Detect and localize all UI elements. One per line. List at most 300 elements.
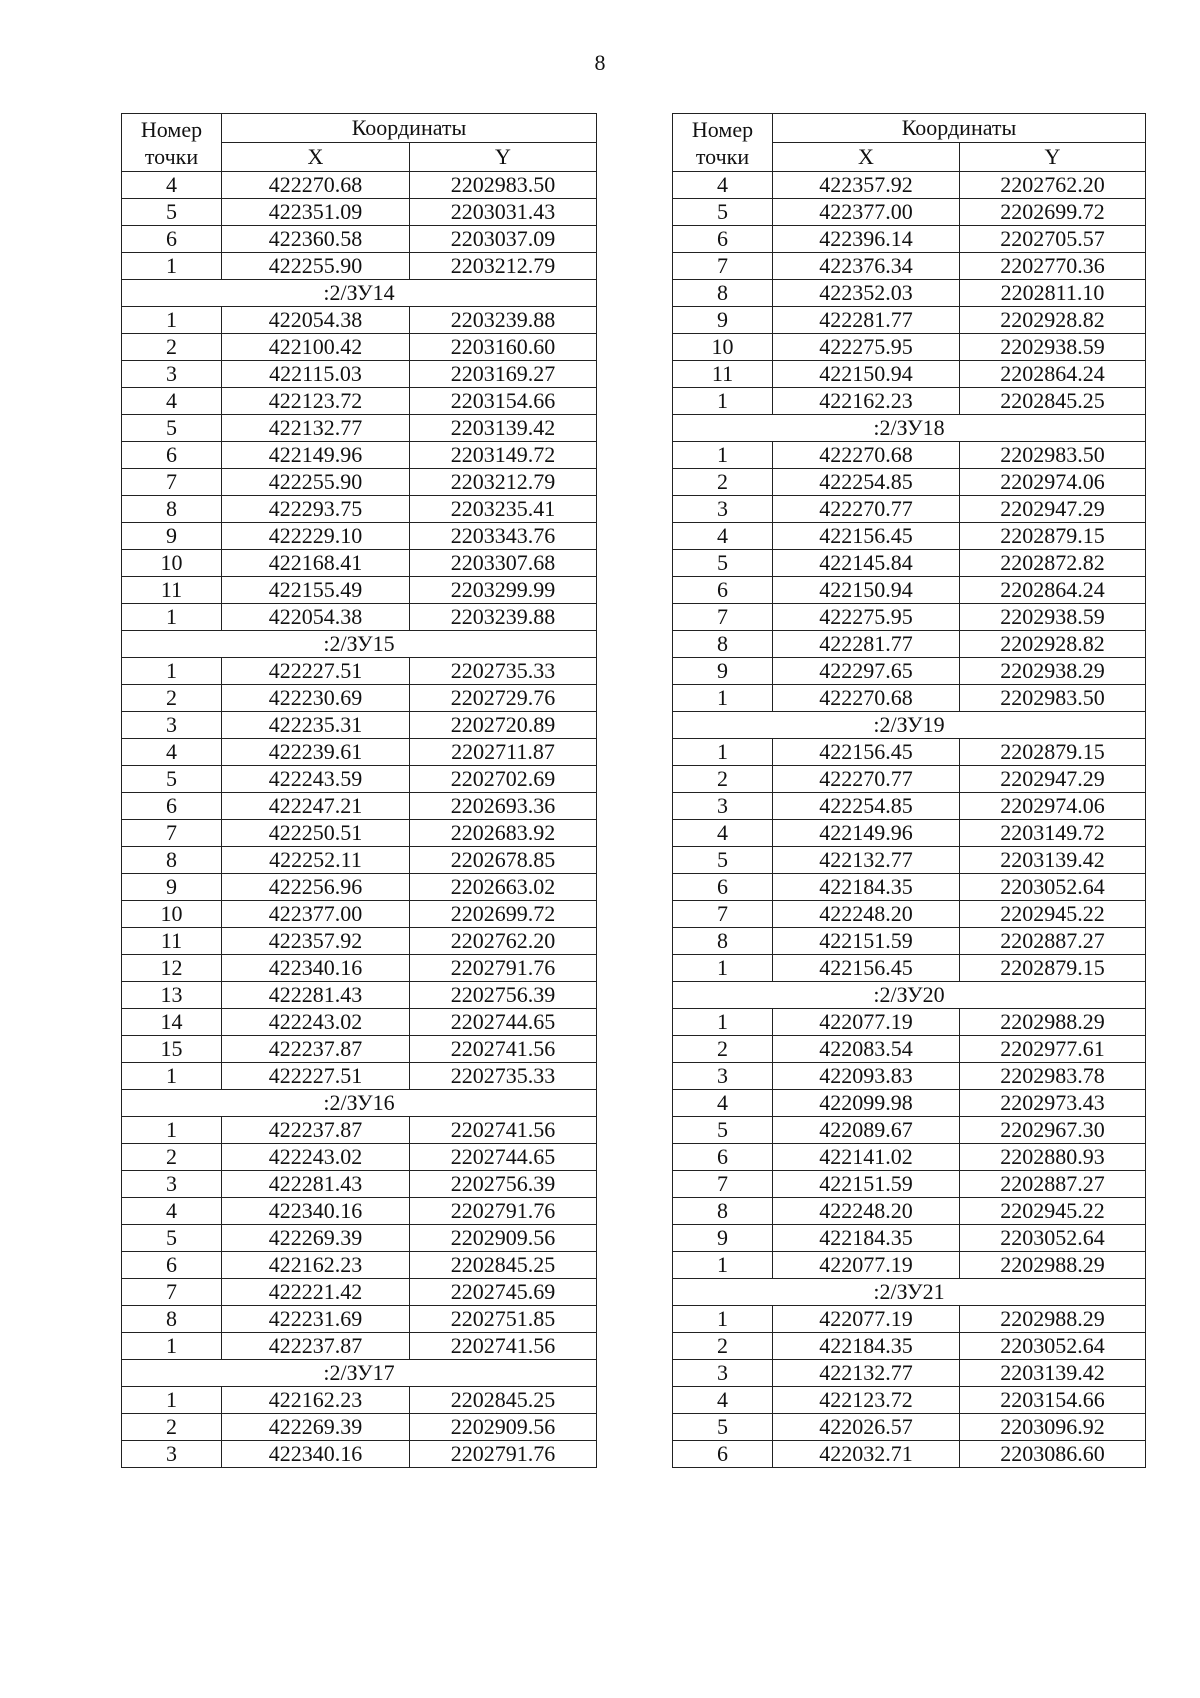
x-coordinate-cell: 422270.68 [773, 442, 960, 469]
point-number-cell: 2 [122, 1414, 222, 1441]
y-coordinate-cell: 2202791.76 [410, 955, 597, 982]
x-coordinate-cell: 422255.90 [222, 469, 410, 496]
table-row [122, 1063, 597, 1090]
table-row [673, 874, 1146, 901]
x-coordinate-cell: 422077.19 [773, 1009, 960, 1036]
y-coordinate-cell: 2202983.50 [960, 685, 1146, 712]
point-number-cell: 1 [122, 658, 222, 685]
table-row [122, 928, 597, 955]
x-coordinate-cell: 422162.23 [222, 1252, 410, 1279]
point-number-cell: 7 [673, 1171, 773, 1198]
table-row [122, 1036, 597, 1063]
y-coordinate-cell: 2202887.27 [960, 928, 1146, 955]
x-coordinate-cell: 422083.54 [773, 1036, 960, 1063]
y-coordinate-cell: 2202879.15 [960, 739, 1146, 766]
point-number-cell: 7 [122, 820, 222, 847]
x-coordinate-cell: 422235.31 [222, 712, 410, 739]
point-number-cell: 7 [673, 253, 773, 280]
table-row [673, 847, 1146, 874]
point-number-cell: 5 [122, 1225, 222, 1252]
table-row [122, 577, 597, 604]
point-number-cell: 4 [673, 1387, 773, 1414]
point-number-cell: 2 [673, 469, 773, 496]
y-coordinate-cell: 2203139.42 [410, 415, 597, 442]
y-coordinate-cell: 2202928.82 [960, 307, 1146, 334]
x-coordinate-cell: 422281.43 [222, 982, 410, 1009]
table-row [673, 955, 1146, 982]
table-row [122, 172, 597, 199]
y-coordinate-cell: 2203154.66 [960, 1387, 1146, 1414]
x-coordinate-cell: 422396.14 [773, 226, 960, 253]
table-row [673, 334, 1146, 361]
point-number-cell: 1 [673, 1009, 773, 1036]
x-coordinate-cell: 422270.77 [773, 766, 960, 793]
y-coordinate-cell: 2202977.61 [960, 1036, 1146, 1063]
x-coordinate-cell: 422156.45 [773, 955, 960, 982]
y-coordinate-cell: 2202811.10 [960, 280, 1146, 307]
y-coordinate-cell: 2202791.76 [410, 1441, 597, 1468]
point-number-cell: 4 [122, 388, 222, 415]
table-row [122, 766, 597, 793]
point-number-cell: 5 [673, 1414, 773, 1441]
y-coordinate-cell: 2203139.42 [960, 1360, 1146, 1387]
table-row [122, 955, 597, 982]
point-number-cell: 1 [122, 1063, 222, 1090]
y-coordinate-cell: 2202702.69 [410, 766, 597, 793]
point-number-cell: 9 [122, 874, 222, 901]
table-row [673, 820, 1146, 847]
point-number-cell: 3 [122, 712, 222, 739]
point-number-cell: 10 [122, 550, 222, 577]
x-coordinate-cell: 422255.90 [222, 253, 410, 280]
y-coordinate-cell: 2202678.85 [410, 847, 597, 874]
x-coordinate-cell: 422123.72 [773, 1387, 960, 1414]
table-row [122, 550, 597, 577]
point-number-cell: 6 [673, 1144, 773, 1171]
y-coordinate-cell: 2202879.15 [960, 523, 1146, 550]
x-header: X [222, 143, 410, 172]
point-number-cell: 2 [122, 1144, 222, 1171]
x-coordinate-cell: 422340.16 [222, 955, 410, 982]
point-number-cell: 1 [673, 955, 773, 982]
section-row [673, 1279, 1146, 1306]
table-row [673, 1036, 1146, 1063]
x-coordinate-cell: 422275.95 [773, 604, 960, 631]
point-number-cell: 9 [122, 523, 222, 550]
table-row [673, 172, 1146, 199]
table-row [673, 550, 1146, 577]
point-number-cell: 11 [122, 577, 222, 604]
table-row [673, 253, 1146, 280]
table-row [122, 307, 597, 334]
table-row [122, 685, 597, 712]
y-coordinate-cell: 2202745.69 [410, 1279, 597, 1306]
point-number-cell: 6 [122, 442, 222, 469]
table-row [673, 604, 1146, 631]
parcel-label: :2/ЗУ17 [122, 1360, 597, 1387]
y-coordinate-cell: 2202720.89 [410, 712, 597, 739]
x-coordinate-cell: 422340.16 [222, 1441, 410, 1468]
table-row [673, 901, 1146, 928]
table-row [122, 874, 597, 901]
y-coordinate-cell: 2202928.82 [960, 631, 1146, 658]
table-row [673, 1225, 1146, 1252]
y-coordinate-cell: 2202699.72 [410, 901, 597, 928]
y-coordinate-cell: 2202756.39 [410, 1171, 597, 1198]
point-number-cell: 8 [122, 496, 222, 523]
x-coordinate-cell: 422155.49 [222, 577, 410, 604]
y-coordinate-cell: 2203343.76 [410, 523, 597, 550]
parcel-label: :2/ЗУ14 [122, 280, 597, 307]
table-row [122, 1252, 597, 1279]
point-number-cell: 2 [673, 1333, 773, 1360]
point-number-cell: 5 [122, 415, 222, 442]
table-row [673, 388, 1146, 415]
point-number-cell: 11 [673, 361, 773, 388]
table-row [673, 1441, 1146, 1468]
table-row [673, 1360, 1146, 1387]
y-coordinate-cell: 2202770.36 [960, 253, 1146, 280]
point-number-cell: 9 [673, 1225, 773, 1252]
y-coordinate-cell: 2202947.29 [960, 496, 1146, 523]
x-coordinate-cell: 422162.23 [222, 1387, 410, 1414]
y-coordinate-cell: 2203235.41 [410, 496, 597, 523]
x-coordinate-cell: 422132.77 [773, 1360, 960, 1387]
x-coordinate-cell: 422184.35 [773, 1225, 960, 1252]
table-row [122, 1144, 597, 1171]
y-coordinate-cell: 2202683.92 [410, 820, 597, 847]
point-number-cell: 2 [673, 1036, 773, 1063]
point-number-cell: 10 [673, 334, 773, 361]
x-coordinate-cell: 422237.87 [222, 1117, 410, 1144]
table-row [673, 1009, 1146, 1036]
y-coordinate-cell: 2202705.57 [960, 226, 1146, 253]
table-row [122, 658, 597, 685]
table-row [673, 1171, 1146, 1198]
point-number-cell: 8 [673, 280, 773, 307]
table-row [122, 415, 597, 442]
point-number-cell: 3 [122, 1171, 222, 1198]
y-coordinate-cell: 2202729.76 [410, 685, 597, 712]
section-row [673, 415, 1146, 442]
point-number-cell: 11 [122, 928, 222, 955]
coordinates-header: Координаты [773, 114, 1146, 143]
y-coordinate-cell: 2203169.27 [410, 361, 597, 388]
table-row [122, 334, 597, 361]
x-coordinate-cell: 422357.92 [773, 172, 960, 199]
y-coordinate-cell: 2202741.56 [410, 1333, 597, 1360]
x-coordinate-cell: 422376.34 [773, 253, 960, 280]
table-row [122, 1117, 597, 1144]
table-row [122, 1387, 597, 1414]
table-row [122, 253, 597, 280]
point-number-cell: 3 [673, 1063, 773, 1090]
table-row [122, 442, 597, 469]
x-coordinate-cell: 422275.95 [773, 334, 960, 361]
point-number-cell: 8 [122, 1306, 222, 1333]
x-coordinate-cell: 422227.51 [222, 658, 410, 685]
y-coordinate-cell: 2202974.06 [960, 793, 1146, 820]
table-row [673, 523, 1146, 550]
table-row [122, 820, 597, 847]
y-coordinate-cell: 2202741.56 [410, 1036, 597, 1063]
table-row [122, 496, 597, 523]
point-number-cell: 1 [673, 685, 773, 712]
x-coordinate-cell: 422099.98 [773, 1090, 960, 1117]
table-row [673, 1063, 1146, 1090]
table-row [122, 901, 597, 928]
x-coordinate-cell: 422227.51 [222, 1063, 410, 1090]
table-row [122, 712, 597, 739]
table-row [122, 523, 597, 550]
point-number-cell: 3 [122, 1441, 222, 1468]
y-coordinate-cell: 2202845.25 [410, 1252, 597, 1279]
y-coordinate-cell: 2202983.78 [960, 1063, 1146, 1090]
table-row [673, 199, 1146, 226]
x-coordinate-cell: 422149.96 [222, 442, 410, 469]
y-coordinate-cell: 2202741.56 [410, 1117, 597, 1144]
x-coordinate-cell: 422281.77 [773, 307, 960, 334]
y-coordinate-cell: 2202762.20 [960, 172, 1146, 199]
table-row [673, 280, 1146, 307]
y-coordinate-cell: 2202938.59 [960, 334, 1146, 361]
point-number-cell: 9 [673, 658, 773, 685]
point-number-cell: 1 [122, 1117, 222, 1144]
x-coordinate-cell: 422377.00 [222, 901, 410, 928]
x-coordinate-cell: 422221.42 [222, 1279, 410, 1306]
x-coordinate-cell: 422256.96 [222, 874, 410, 901]
x-coordinate-cell: 422352.03 [773, 280, 960, 307]
point-number-cell: 7 [122, 1279, 222, 1306]
table-row [122, 1009, 597, 1036]
y-coordinate-cell: 2202845.25 [410, 1387, 597, 1414]
x-coordinate-cell: 422168.41 [222, 550, 410, 577]
table-row [122, 982, 597, 1009]
point-number-cell: 3 [122, 361, 222, 388]
x-coordinate-cell: 422250.51 [222, 820, 410, 847]
point-number-header: Номер точки [122, 114, 222, 172]
table-row [673, 1252, 1146, 1279]
y-header: Y [410, 143, 597, 172]
y-coordinate-cell: 2203052.64 [960, 1333, 1146, 1360]
y-coordinate-cell: 2202973.43 [960, 1090, 1146, 1117]
x-coordinate-cell: 422254.85 [773, 469, 960, 496]
table-row [673, 307, 1146, 334]
point-number-cell: 6 [673, 226, 773, 253]
point-number-cell: 5 [673, 550, 773, 577]
point-number-cell: 10 [122, 901, 222, 928]
parcel-label: :2/ЗУ19 [673, 712, 1146, 739]
table-row [122, 793, 597, 820]
y-coordinate-cell: 2202988.29 [960, 1252, 1146, 1279]
table-row [673, 631, 1146, 658]
point-number-cell: 6 [673, 577, 773, 604]
point-number-cell: 7 [122, 469, 222, 496]
section-row [673, 712, 1146, 739]
x-coordinate-cell: 422269.39 [222, 1225, 410, 1252]
table-row [673, 1387, 1146, 1414]
point-number-cell: 8 [122, 847, 222, 874]
point-number-cell: 4 [122, 739, 222, 766]
x-coordinate-cell: 422145.84 [773, 550, 960, 577]
x-coordinate-cell: 422054.38 [222, 307, 410, 334]
table-row [673, 1198, 1146, 1225]
x-coordinate-cell: 422026.57 [773, 1414, 960, 1441]
x-coordinate-cell: 422089.67 [773, 1117, 960, 1144]
section-row [673, 982, 1146, 1009]
table-row [122, 226, 597, 253]
y-coordinate-cell: 2202887.27 [960, 1171, 1146, 1198]
x-coordinate-cell: 422156.45 [773, 739, 960, 766]
x-coordinate-cell: 422231.69 [222, 1306, 410, 1333]
x-coordinate-cell: 422243.59 [222, 766, 410, 793]
point-number-cell: 3 [673, 496, 773, 523]
table-row [122, 1306, 597, 1333]
point-number-cell: 13 [122, 982, 222, 1009]
point-number-cell: 12 [122, 955, 222, 982]
x-coordinate-cell: 422270.77 [773, 496, 960, 523]
parcel-label: :2/ЗУ18 [673, 415, 1146, 442]
point-number-cell: 7 [673, 604, 773, 631]
point-number-cell: 1 [122, 1387, 222, 1414]
table-row [673, 1090, 1146, 1117]
table-row [673, 442, 1146, 469]
parcel-label: :2/ЗУ21 [673, 1279, 1146, 1306]
x-coordinate-cell: 422054.38 [222, 604, 410, 631]
coordinates-header: Координаты [222, 114, 597, 143]
table-row [673, 685, 1146, 712]
x-coordinate-cell: 422184.35 [773, 1333, 960, 1360]
y-coordinate-cell: 2202880.93 [960, 1144, 1146, 1171]
table-row [673, 469, 1146, 496]
table-row [122, 1333, 597, 1360]
y-coordinate-cell: 2202983.50 [410, 172, 597, 199]
table-body [673, 172, 1146, 1468]
parcel-label: :2/ЗУ16 [122, 1090, 597, 1117]
y-coordinate-cell: 2203160.60 [410, 334, 597, 361]
table-body [122, 172, 597, 1468]
table-row [673, 1117, 1146, 1144]
page-number: 8 [594, 50, 606, 75]
y-coordinate-cell: 2202791.76 [410, 1198, 597, 1225]
y-coordinate-cell: 2202909.56 [410, 1414, 597, 1441]
table-row [122, 1414, 597, 1441]
y-coordinate-cell: 2203086.60 [960, 1441, 1146, 1468]
x-coordinate-cell: 422247.21 [222, 793, 410, 820]
section-row [122, 631, 597, 658]
table-row [673, 577, 1146, 604]
table-row [122, 604, 597, 631]
x-coordinate-cell: 422123.72 [222, 388, 410, 415]
point-number-cell: 5 [673, 847, 773, 874]
y-coordinate-cell: 2203096.92 [960, 1414, 1146, 1441]
point-number-cell: 8 [673, 1198, 773, 1225]
y-coordinate-cell: 2202735.33 [410, 658, 597, 685]
table-row [673, 739, 1146, 766]
point-number-cell: 15 [122, 1036, 222, 1063]
x-coordinate-cell: 422141.02 [773, 1144, 960, 1171]
table-row [122, 388, 597, 415]
y-coordinate-cell: 2202938.29 [960, 658, 1146, 685]
y-coordinate-cell: 2202872.82 [960, 550, 1146, 577]
point-number-cell: 5 [673, 1117, 773, 1144]
point-number-cell: 8 [673, 631, 773, 658]
table-row [673, 658, 1146, 685]
point-number-cell: 1 [673, 1252, 773, 1279]
point-number-cell: 1 [122, 604, 222, 631]
y-coordinate-cell: 2203149.72 [960, 820, 1146, 847]
x-coordinate-cell: 422151.59 [773, 928, 960, 955]
point-number-cell: 3 [673, 1360, 773, 1387]
table-row [673, 793, 1146, 820]
x-coordinate-cell: 422229.10 [222, 523, 410, 550]
point-number-cell: 4 [122, 172, 222, 199]
x-coordinate-cell: 422270.68 [773, 685, 960, 712]
table-row [673, 496, 1146, 523]
y-coordinate-cell: 2202945.22 [960, 901, 1146, 928]
x-coordinate-cell: 422132.77 [773, 847, 960, 874]
x-header: X [773, 143, 960, 172]
point-number-cell: 1 [673, 1306, 773, 1333]
y-coordinate-cell: 2203239.88 [410, 307, 597, 334]
y-coordinate-cell: 2203299.99 [410, 577, 597, 604]
table-row [122, 739, 597, 766]
parcel-label: :2/ЗУ20 [673, 982, 1146, 1009]
table-row [673, 1144, 1146, 1171]
y-coordinate-cell: 2202879.15 [960, 955, 1146, 982]
x-coordinate-cell: 422115.03 [222, 361, 410, 388]
x-coordinate-cell: 422093.83 [773, 1063, 960, 1090]
point-number-cell: 1 [122, 1333, 222, 1360]
y-coordinate-cell: 2203037.09 [410, 226, 597, 253]
x-coordinate-cell: 422243.02 [222, 1009, 410, 1036]
y-coordinate-cell: 2203154.66 [410, 388, 597, 415]
point-number-cell: 2 [673, 766, 773, 793]
point-number-cell: 6 [122, 226, 222, 253]
x-coordinate-cell: 422100.42 [222, 334, 410, 361]
y-coordinate-cell: 2203031.43 [410, 199, 597, 226]
coordinates-table-left [121, 113, 597, 1468]
y-coordinate-cell: 2202711.87 [410, 739, 597, 766]
table-row [673, 226, 1146, 253]
y-coordinate-cell: 2202751.85 [410, 1306, 597, 1333]
point-number-cell: 4 [122, 1198, 222, 1225]
point-number-cell: 4 [673, 172, 773, 199]
x-coordinate-cell: 422230.69 [222, 685, 410, 712]
table-row [673, 361, 1146, 388]
y-coordinate-cell: 2202845.25 [960, 388, 1146, 415]
table-row [122, 1441, 597, 1468]
y-coordinate-cell: 2203239.88 [410, 604, 597, 631]
x-coordinate-cell: 422151.59 [773, 1171, 960, 1198]
y-coordinate-cell: 2202663.02 [410, 874, 597, 901]
table-row [673, 766, 1146, 793]
point-number-cell: 9 [673, 307, 773, 334]
point-number-cell: 6 [122, 1252, 222, 1279]
table-row [122, 361, 597, 388]
x-coordinate-cell: 422360.58 [222, 226, 410, 253]
y-coordinate-cell: 2202974.06 [960, 469, 1146, 496]
y-coordinate-cell: 2203212.79 [410, 469, 597, 496]
x-coordinate-cell: 422239.61 [222, 739, 410, 766]
y-coordinate-cell: 2202938.59 [960, 604, 1146, 631]
section-row [122, 1360, 597, 1387]
x-coordinate-cell: 422269.39 [222, 1414, 410, 1441]
section-row [122, 280, 597, 307]
y-coordinate-cell: 2202762.20 [410, 928, 597, 955]
x-coordinate-cell: 422132.77 [222, 415, 410, 442]
table-row [122, 199, 597, 226]
